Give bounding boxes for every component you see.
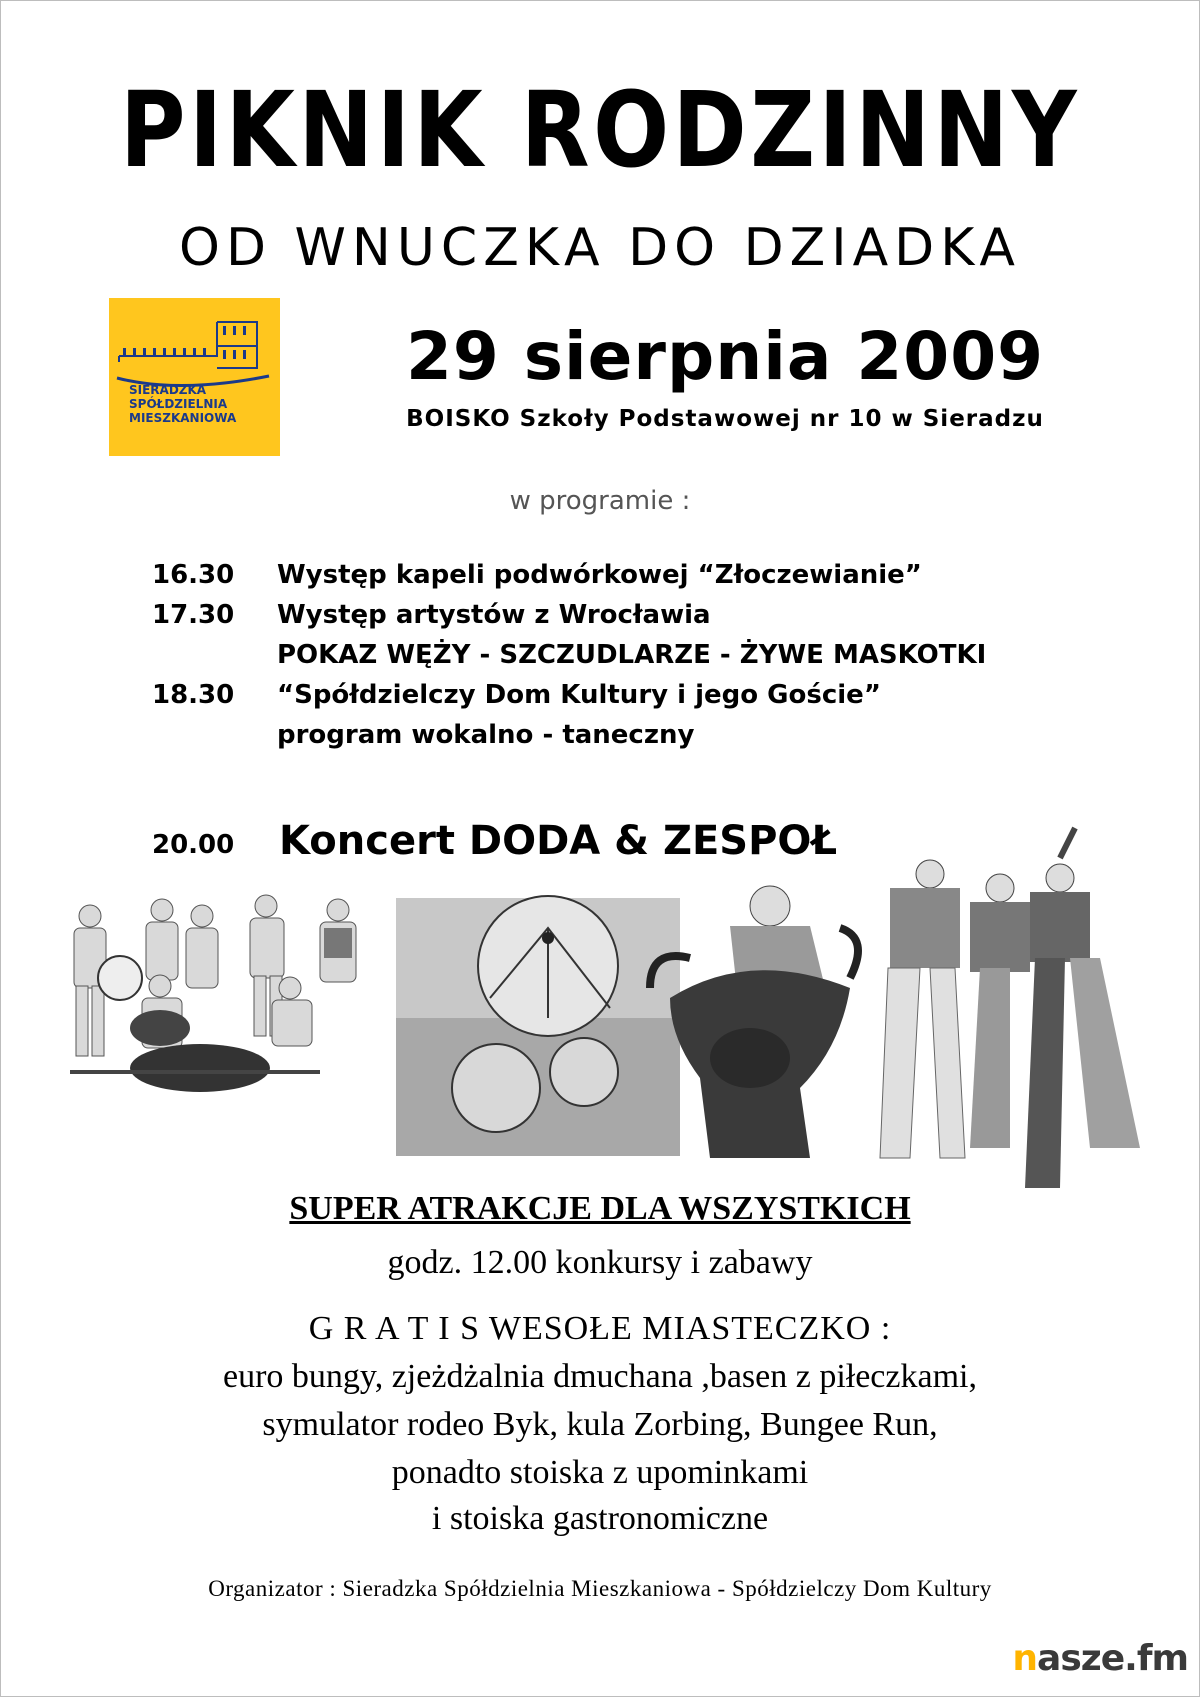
attractions-list-line: i stoiska gastronomiczne bbox=[431, 1500, 769, 1537]
free-fair-line: G R A T I S WESOŁE MIASTECZKO : bbox=[308, 1310, 892, 1347]
schedule-desc: “Spółdzielczy Dom Kultury i jego Goście” bbox=[277, 680, 881, 710]
attractions-list-line: symulator rodeo Byk, kula Zorbing, Bungee Run, bbox=[262, 1406, 938, 1443]
bungee-photo bbox=[396, 896, 680, 1156]
rodeo-bull-photo bbox=[650, 886, 858, 1158]
schedule-time: 17.30 bbox=[152, 600, 235, 630]
schedule-desc: Występ artystów z Wrocławia bbox=[277, 600, 711, 630]
organizer-line: Organizator : Sieradzka Spółdzielnia Mieszkaniowa - Spółdzielczy Dom Kultury bbox=[208, 1576, 992, 1601]
stilt-walkers-photo bbox=[880, 828, 1140, 1188]
schedule-desc: POKAZ WĘŻY - SZCZUDLARZE - ŻYWE MASKOTKI bbox=[277, 640, 987, 670]
cooperative-logo bbox=[109, 298, 280, 456]
schedule-desc: program wokalno - taneczny bbox=[277, 720, 695, 750]
band-photo bbox=[70, 895, 356, 1092]
watermark-accent: n bbox=[1012, 1638, 1038, 1679]
event-date: 29 sierpnia 2009 bbox=[405, 318, 1045, 395]
attractions-time-line: godz. 12.00 konkursy i zabawy bbox=[387, 1244, 813, 1281]
attractions-list-line: euro bungy, zjeżdżalnia dmuchana ,basen z piłeczkami, bbox=[223, 1358, 977, 1395]
concert-desc: Koncert DODA & ZESPOŁ bbox=[279, 818, 838, 864]
watermark-rest: asze.fm bbox=[1037, 1638, 1188, 1679]
photo-collage bbox=[50, 818, 1150, 1218]
logo-line: MIESZKANIOWA bbox=[129, 411, 237, 425]
poster-title: PIKNIK RODZINNY bbox=[119, 69, 1081, 191]
logo-line: SIERADZKA bbox=[129, 383, 207, 397]
logo-line: SPÓŁDZIELNIA bbox=[129, 397, 228, 411]
building-icon bbox=[109, 298, 280, 456]
attractions-list-line: ponadto stoiska z upominkami bbox=[391, 1454, 809, 1491]
site-watermark bbox=[1012, 1638, 1188, 1679]
event-venue: BOISKO Szkoły Podstawowej nr 10 w Sieradzu bbox=[406, 406, 1044, 432]
logo-text bbox=[129, 383, 236, 425]
concert-time: 20.00 bbox=[152, 830, 235, 860]
schedule-time: 16.30 bbox=[152, 560, 235, 590]
poster-subtitle: OD WNUCZKA DO DZIADKA bbox=[179, 218, 1021, 278]
program-label: w programie : bbox=[509, 486, 691, 516]
schedule-time: 18.30 bbox=[152, 680, 235, 710]
schedule-desc: Występ kapeli podwórkowej “Złoczewianie” bbox=[277, 560, 922, 590]
attractions-heading: SUPER ATRAKCJE DLA WSZYSTKICH bbox=[289, 1190, 911, 1227]
